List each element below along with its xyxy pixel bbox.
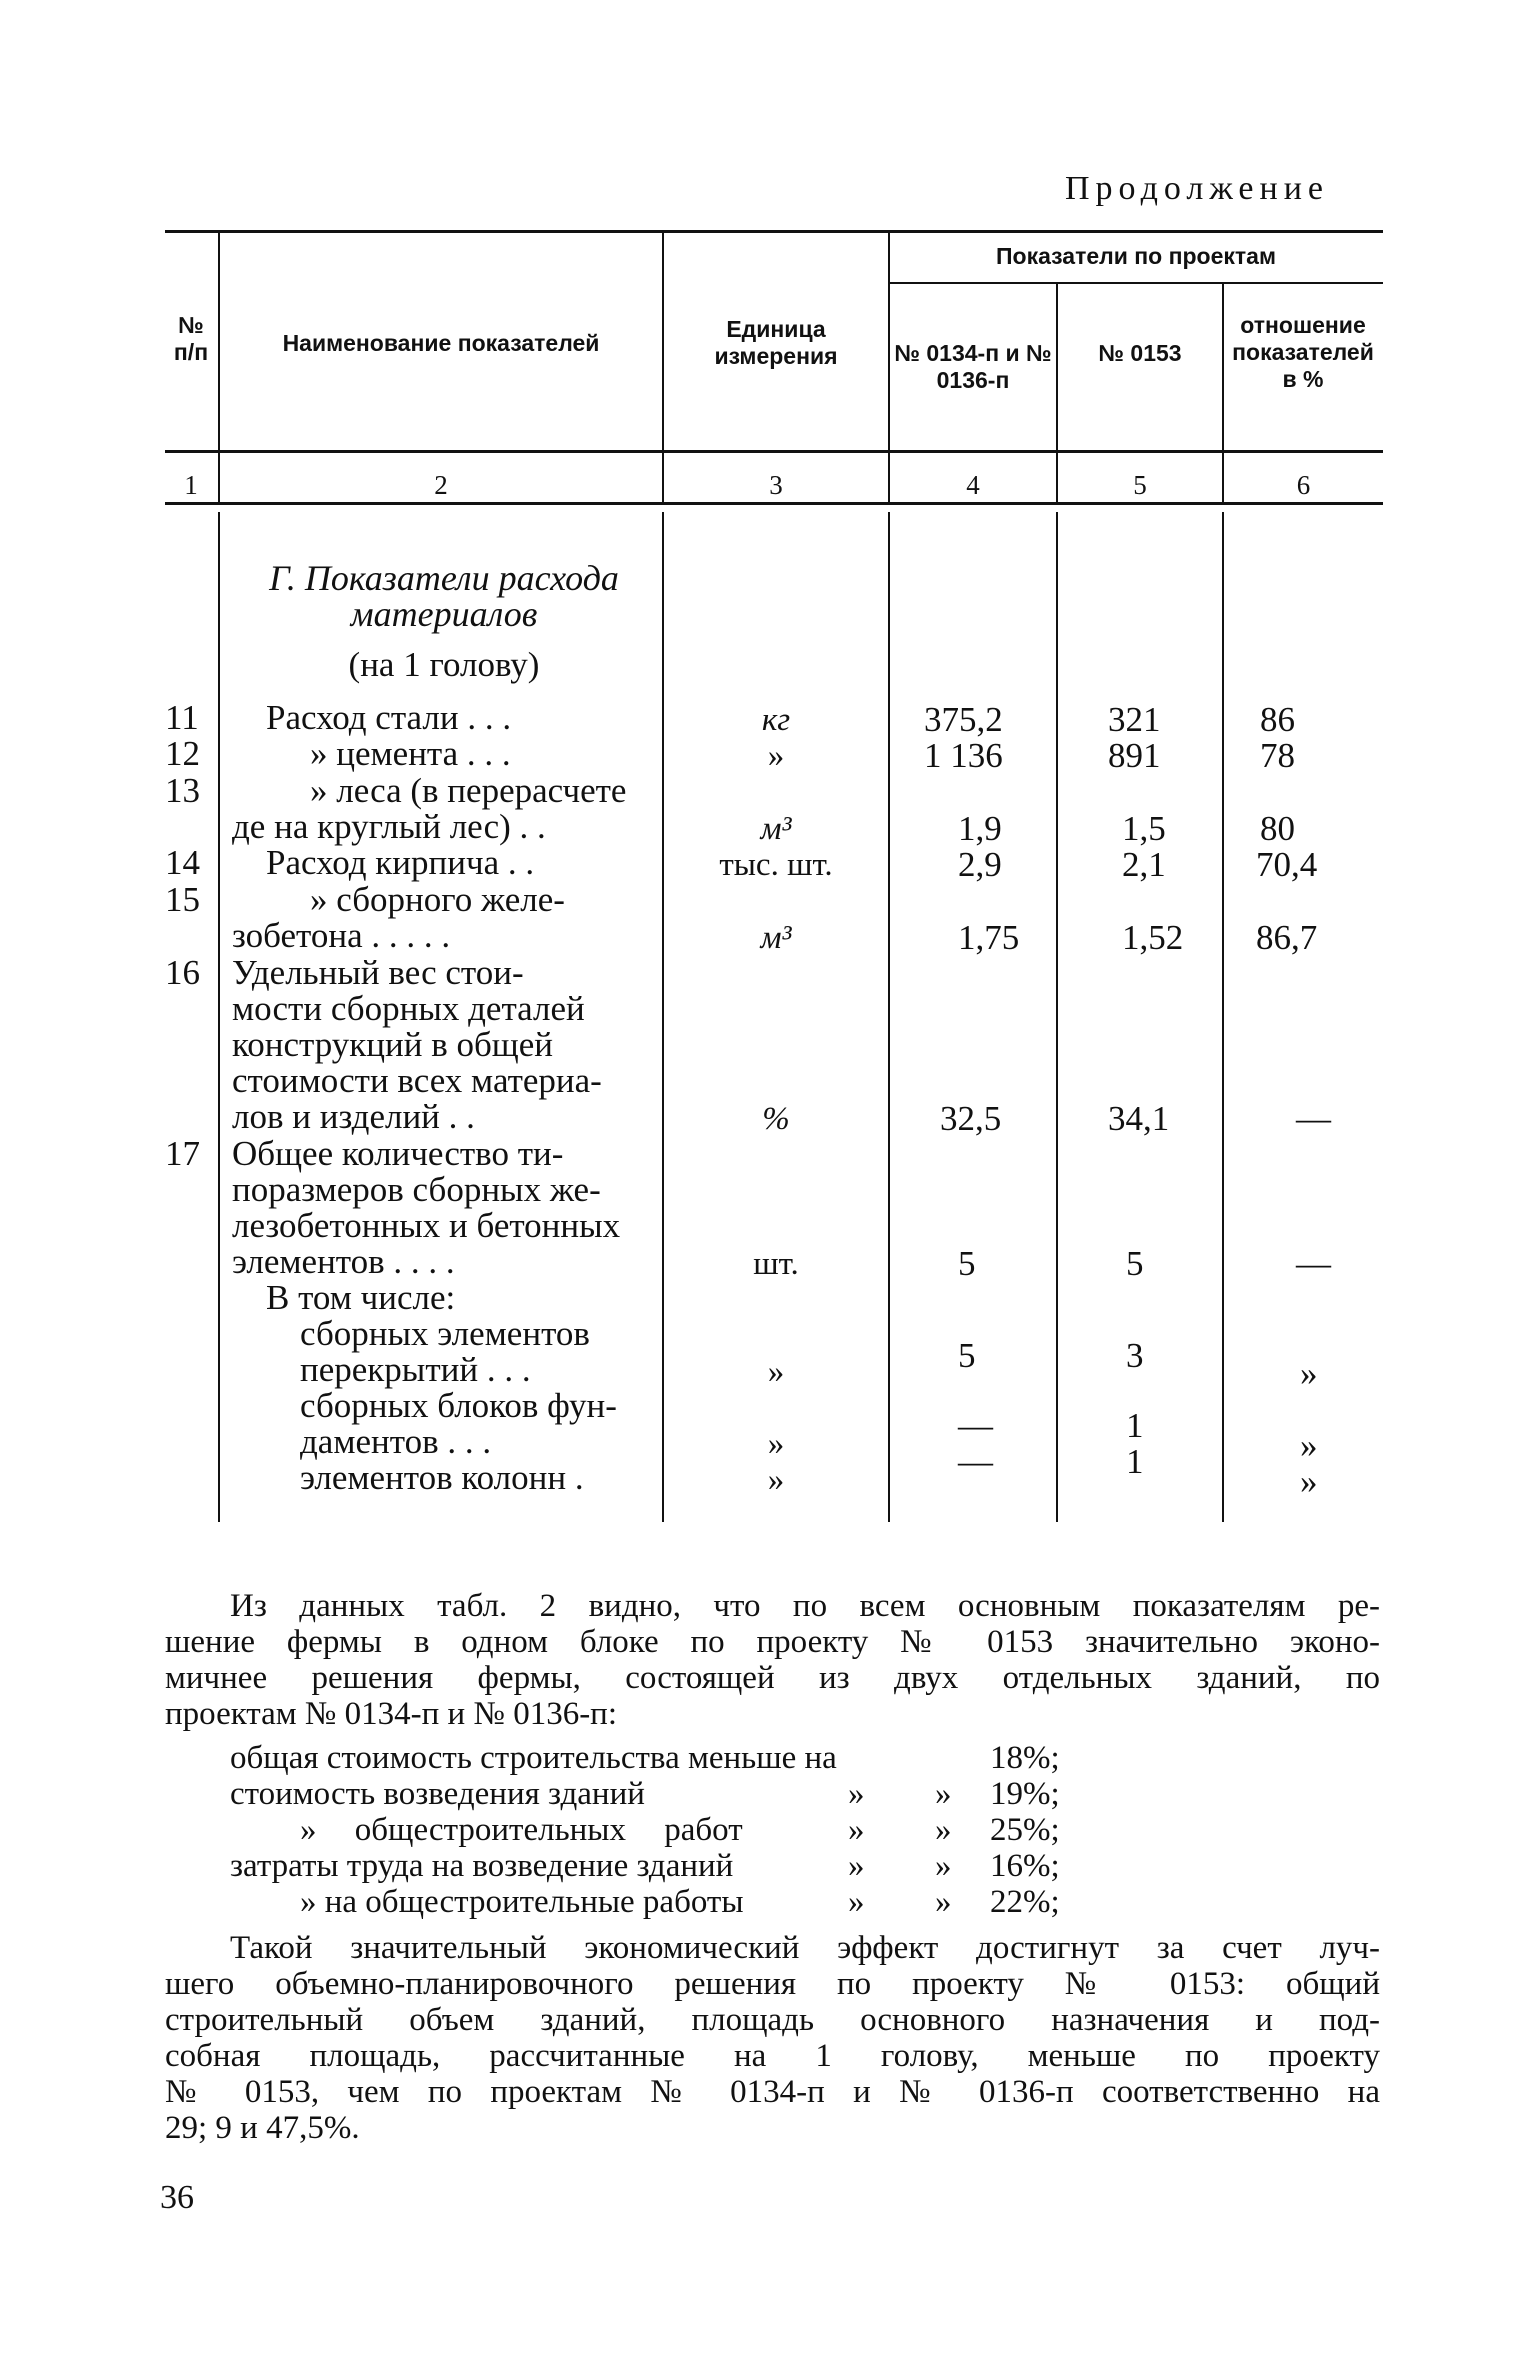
- paragraph-line: собная площадь, рассчитанные на 1 голову, меньше по проекту: [165, 2038, 1380, 2074]
- row-ratio: 80: [1260, 809, 1295, 848]
- list-item-quote: »: [935, 1812, 952, 1848]
- row-name-line: мости сборных деталей: [232, 989, 585, 1028]
- col-number: 1: [184, 470, 198, 500]
- sub-row-proj1: —: [958, 1442, 993, 1481]
- header-num: № п/п: [173, 312, 209, 365]
- row-ratio: 86: [1260, 700, 1295, 739]
- vrule-2: [662, 232, 664, 502]
- row-number: 11: [165, 698, 199, 737]
- list-item-value: 18%;: [990, 1740, 1060, 1776]
- row-proj2: 321: [1108, 700, 1161, 739]
- group-header-rule: [888, 282, 1383, 284]
- paragraph-line: Такой значительный экономический эффект достигнут за счет луч-: [230, 1930, 1380, 1966]
- row-name: » цемента . . .: [310, 734, 511, 773]
- row-unit: м³: [760, 920, 792, 956]
- row-name-line: элементов . . . .: [232, 1242, 455, 1281]
- row-number: 14: [165, 843, 200, 882]
- list-item-value: 19%;: [990, 1776, 1060, 1812]
- row-name-line1: » леса (в перерасчете: [310, 771, 627, 810]
- vrule-1: [218, 232, 220, 502]
- paragraph-line: шение фермы в одном блоке по проекту № 0153 значительно эконо-: [165, 1624, 1380, 1660]
- row-unit: тыс. шт.: [719, 847, 833, 883]
- header-proj1: № 0134-п и № 0136-п: [894, 340, 1052, 393]
- header-ratio: отношение показателей в %: [1232, 312, 1374, 392]
- row-ratio: 78: [1260, 736, 1295, 775]
- vrule-body-4: [1056, 512, 1058, 1522]
- row-number: 13: [165, 771, 200, 810]
- col-number: 4: [966, 470, 980, 500]
- row-proj2: 891: [1108, 736, 1161, 775]
- row-unit: кг: [761, 702, 791, 738]
- row-unit: м³: [760, 811, 792, 847]
- page-number: 36: [160, 2179, 194, 2216]
- row-ratio: 70,4: [1256, 845, 1318, 884]
- vrule-body-3: [888, 512, 890, 1522]
- row-ratio: —: [1296, 1244, 1331, 1283]
- paragraph-line: Из данных табл. 2 видно, что по всем основным показателям ре-: [230, 1588, 1380, 1624]
- list-item-label: » общестроительных работ: [300, 1812, 743, 1848]
- sub-row-unit: »: [767, 1462, 785, 1498]
- sub-row-unit: »: [767, 1426, 785, 1462]
- row-number: 15: [165, 880, 200, 919]
- row-name-line2: зобетона . . . . .: [232, 916, 451, 955]
- header-bottom-rule: [165, 450, 1383, 453]
- row-name-line1: » сборного желе-: [310, 880, 565, 919]
- row-name-line: лезобетонных и бетонных: [232, 1206, 621, 1245]
- paragraph-line: 29; 9 и 47,5%.: [165, 2110, 360, 2146]
- sub-row-line1: сборных блоков фун-: [300, 1386, 617, 1425]
- section-subtitle: (на 1 голову): [348, 645, 540, 684]
- header-group: Показатели по проектам: [996, 243, 1276, 269]
- row-unit: шт.: [753, 1246, 799, 1282]
- list-item-quote: »: [848, 1812, 865, 1848]
- row-name-line: стоимости всех материа-: [232, 1061, 602, 1100]
- row-name-line: Общее количество ти-: [232, 1134, 564, 1173]
- row-proj2: 5: [1126, 1244, 1144, 1283]
- row-name: Расход стали . . .: [266, 698, 512, 737]
- sub-header: В том числе:: [266, 1278, 456, 1317]
- row-number: 16: [165, 953, 200, 992]
- row-proj1: 1,75: [958, 918, 1020, 957]
- row-proj1: 375,2: [924, 700, 1003, 739]
- paragraph-line: строительный объем зданий, площадь основного назначения и под-: [165, 2002, 1380, 2038]
- row-name-line: конструкций в общей: [232, 1025, 553, 1064]
- paragraph-line: проектам № 0134-п и № 0136-п:: [165, 1696, 618, 1732]
- col-number: 2: [434, 470, 448, 500]
- row-proj2: 1,5: [1122, 809, 1166, 848]
- row-unit: »: [767, 738, 785, 774]
- sub-row-proj2: 1: [1126, 1406, 1144, 1445]
- paragraph-line: шего объемно-планировочного решения по проекту № 0153: общий: [165, 1966, 1380, 2002]
- section-title: Г. Показатели расхода материалов: [269, 558, 619, 634]
- col-number: 6: [1296, 470, 1311, 500]
- row-proj1: 2,9: [958, 845, 1002, 884]
- row-name-line: Удельный вес стои-: [232, 953, 524, 992]
- sub-row-line1: сборных элементов: [300, 1314, 590, 1353]
- list-item-quote: »: [848, 1776, 865, 1812]
- row-name-line: поразмеров сборных же-: [232, 1170, 601, 1209]
- vrule-body-5: [1222, 512, 1224, 1522]
- col-number: 3: [769, 470, 783, 500]
- sub-row-ratio: »: [1300, 1354, 1318, 1393]
- col-numbers-rule: [165, 502, 1383, 505]
- row-ratio: —: [1296, 1099, 1331, 1138]
- row-name-line: лов и изделий . .: [232, 1097, 475, 1136]
- row-name: Расход кирпича . .: [266, 843, 535, 882]
- sub-row-line2: даментов . . .: [300, 1422, 492, 1461]
- row-name-line2: де на круглый лес) . .: [232, 807, 546, 846]
- row-proj2: 1,52: [1122, 918, 1184, 957]
- sub-row-ratio: »: [1300, 1426, 1318, 1465]
- sub-row-line2: перекрытий . . .: [300, 1350, 531, 1389]
- list-item-value: 25%;: [990, 1812, 1060, 1848]
- paragraph-line: мичнее решения фермы, состоящей из двух отдельных зданий, по: [165, 1660, 1380, 1696]
- sub-row-proj2: 3: [1126, 1336, 1144, 1375]
- sub-row-line2: элементов колонн .: [300, 1458, 584, 1497]
- list-item-value: 22%;: [990, 1884, 1060, 1920]
- row-number: 12: [165, 734, 200, 773]
- row-number: 17: [165, 1134, 200, 1173]
- list-item-label: стоимость возведения зданий: [230, 1776, 645, 1812]
- row-unit: %: [762, 1101, 790, 1137]
- list-item-label: затраты труда на возведение зданий: [230, 1848, 734, 1884]
- list-item-quote: »: [848, 1884, 865, 1920]
- vrule-body-1: [218, 512, 220, 1522]
- row-proj2: 2,1: [1122, 845, 1166, 884]
- row-proj1: 5: [958, 1244, 976, 1283]
- col-number: 5: [1133, 470, 1147, 500]
- list-item-quote: »: [848, 1848, 865, 1884]
- list-item-label: » на общестроительные работы: [300, 1884, 744, 1920]
- list-item-quote: »: [935, 1776, 952, 1812]
- sub-row-unit: »: [767, 1354, 785, 1390]
- sub-row-ratio: »: [1300, 1462, 1318, 1501]
- list-item-quote: »: [935, 1884, 952, 1920]
- list-item-value: 16%;: [990, 1848, 1060, 1884]
- table-top-rule: [165, 230, 1383, 233]
- sub-row-proj2: 1: [1126, 1442, 1144, 1481]
- header-name: Наименование показателей: [282, 330, 600, 356]
- row-proj1: 1 136: [924, 736, 1003, 775]
- row-proj1: 1,9: [958, 809, 1002, 848]
- vrule-3: [888, 232, 890, 502]
- paragraph-line: № 0153, чем по проектам № 0134-п и № 0136-п соответственно на: [165, 2074, 1380, 2110]
- row-proj1: 32,5: [940, 1099, 1002, 1138]
- list-item-quote: »: [935, 1848, 952, 1884]
- row-ratio: 86,7: [1256, 918, 1318, 957]
- sub-row-proj1: 5: [958, 1336, 976, 1375]
- header-unit: Единица измерения: [714, 316, 838, 369]
- row-proj2: 34,1: [1108, 1099, 1170, 1138]
- list-item-label: общая стоимость строительства меньше на: [230, 1740, 837, 1776]
- sub-row-proj1: —: [958, 1406, 993, 1445]
- continuation-label: Продолжение: [1065, 170, 1330, 207]
- header-proj2: № 0153: [1098, 340, 1182, 366]
